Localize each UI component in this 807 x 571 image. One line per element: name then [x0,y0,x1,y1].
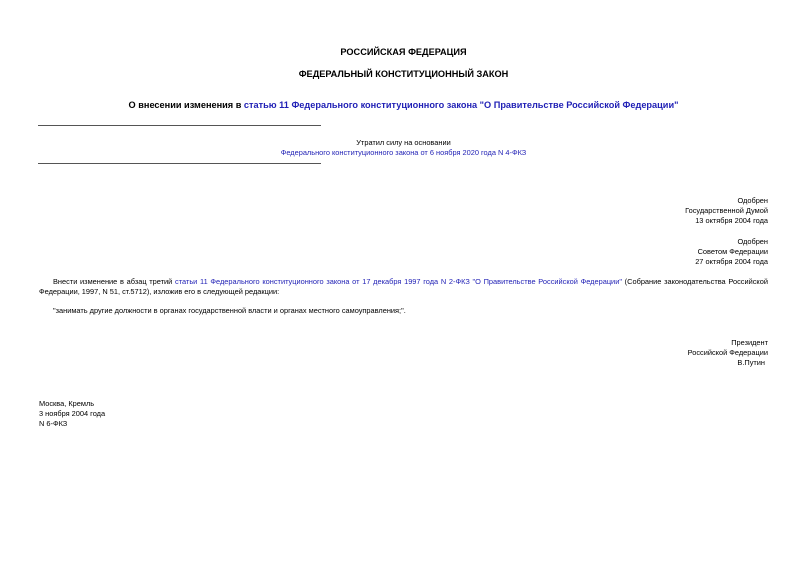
approval-label: Одобрен [737,196,768,205]
subject-prefix-text: О внесении изменения в [128,100,244,110]
status-expired-text: Утратил силу на основании [356,138,451,147]
status-top-divider [38,125,321,126]
approval-body: Советом Федерации [697,247,768,256]
amendment-paragraph [39,277,768,297]
subject-article-link[interactable]: статью 11 Федерального конституционного закона "О Правительстве Российской Федерации" [243,100,679,110]
footer-place: Москва, Кремль [39,399,95,408]
signature-block [468,338,768,368]
status-bottom-divider [38,163,321,164]
signature-name: В.Путин [737,358,765,367]
approval-state-duma [468,196,768,226]
footer-date: 3 ноября 2004 года [39,409,106,418]
amendment-suffix-text: (Собрание законодательства Российской Федерации, 1997, N 51, ст.5712), изложив его в следующей редакции: [39,277,768,296]
approval-body: Государственной Думой [685,206,768,215]
approval-date: 27 октября 2004 года [695,257,768,266]
amendment-prefix-text: Внести изменение в абзац третий [53,277,175,286]
document-subject-heading [0,99,807,111]
amendment-quote: "занимать другие должности в органах государственной власти и органах местного самоуправления;". [53,306,406,315]
document-country-heading: РОССИЙСКАЯ ФЕДЕРАЦИЯ [340,47,467,57]
signature-title: Президент [731,338,768,347]
approval-label: Одобрен [737,237,768,246]
footer-number: N 6-ФКЗ [39,419,68,428]
document-law-type-heading: ФЕДЕРАЛЬНЫЙ КОНСТИТУЦИОННЫЙ ЗАКОН [298,69,509,79]
status-repeal-law-link-row [0,148,807,158]
status-repeal-law-link[interactable]: Федерального конституционного закона от 6 ноября 2020 года N 4-ФКЗ [280,148,527,157]
signature-country: Российской Федерации [687,348,768,357]
document-footer [39,399,105,429]
amended-article-link[interactable]: статьи 11 Федерального конституционного закона от 17 декабря 1997 года N 2-ФКЗ "О Правительстве Российской Федерации" [175,277,622,286]
approval-date: 13 октября 2004 года [695,216,768,225]
approval-federation-council [468,237,768,267]
